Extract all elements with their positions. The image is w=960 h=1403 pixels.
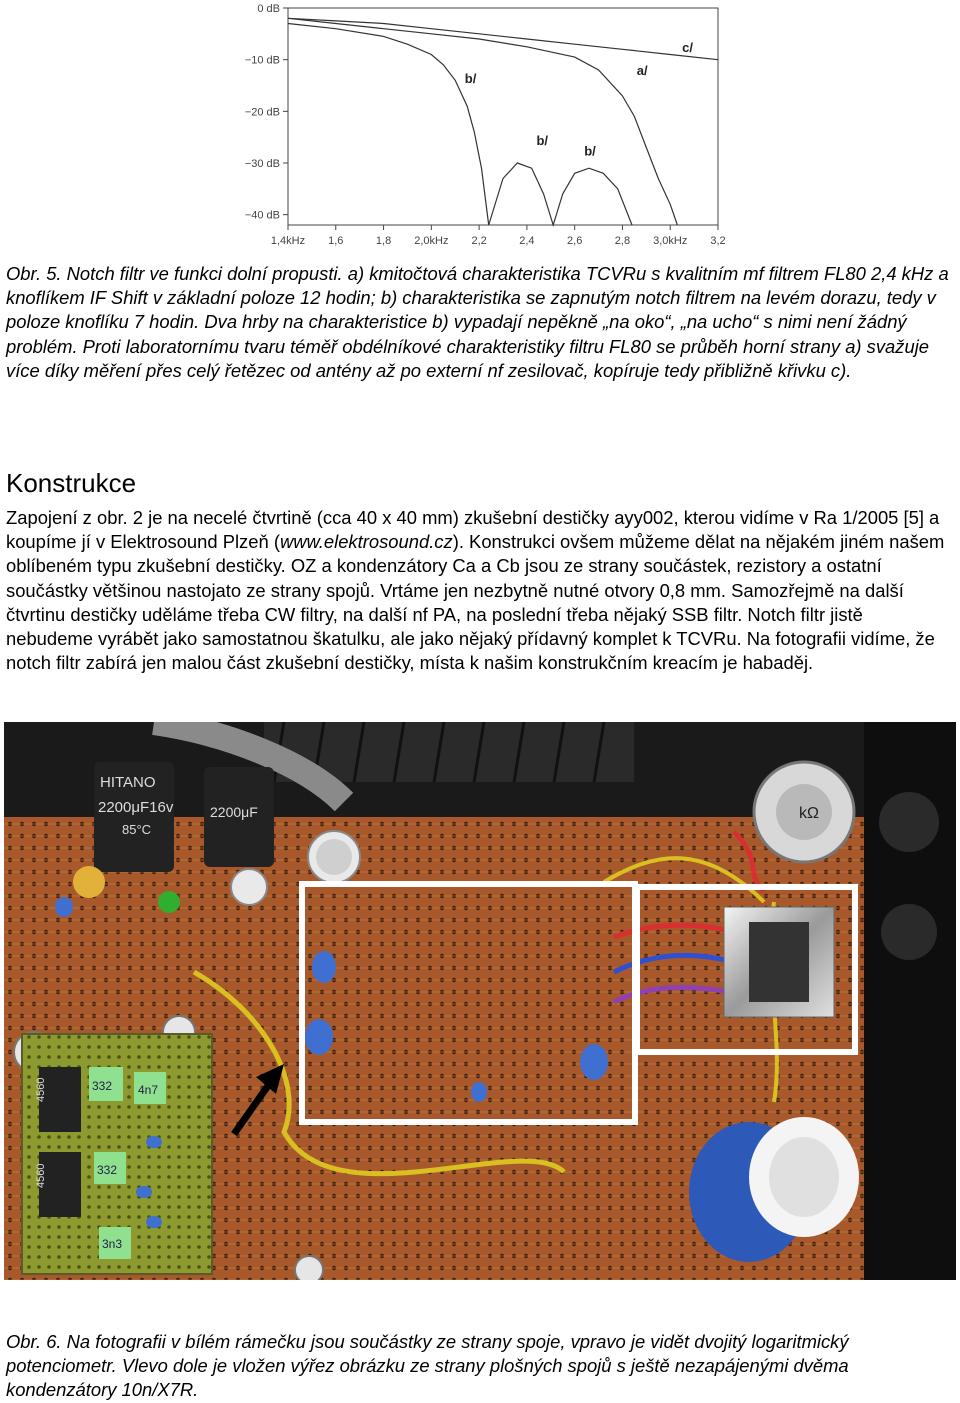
y-tick-labels bbox=[245, 3, 288, 222]
figure-6-label: Obr. 6. bbox=[6, 1331, 62, 1352]
y-tick-label: −20 dB bbox=[244, 106, 280, 119]
x-tick-label: 2,6 bbox=[567, 235, 583, 247]
y-tick-label: −10 dB bbox=[244, 54, 280, 67]
ic-label-1: 4560 bbox=[35, 1077, 47, 1102]
cap-label-2: 4n7 bbox=[138, 1083, 159, 1097]
x-tick-label: 2,2 bbox=[471, 235, 487, 247]
x-tick-label: 2,0kHz bbox=[414, 235, 449, 247]
chart-axes bbox=[288, 8, 718, 225]
figure-6-caption bbox=[6, 1330, 954, 1403]
curve-label: b/ bbox=[464, 70, 477, 86]
figure-5-caption bbox=[6, 262, 954, 383]
x-tick-label: 3,2 bbox=[710, 235, 726, 247]
x-tick-label: 3,0kHz bbox=[653, 235, 688, 247]
cap-label-1: 332 bbox=[92, 1079, 113, 1093]
plot-frame bbox=[288, 8, 718, 225]
elektrosound-link[interactable]: www.elektrosound.cz bbox=[279, 531, 453, 553]
y-tick-label: −30 dB bbox=[244, 158, 280, 170]
frequency-response-chart bbox=[230, 0, 730, 250]
inset-pcb-photo bbox=[22, 1034, 212, 1274]
x-tick-label: 1,6 bbox=[328, 235, 344, 247]
curve-label: c/ bbox=[682, 39, 694, 55]
section-heading: Konstrukce bbox=[6, 468, 137, 498]
x-tick-label: 1,4kHz bbox=[270, 235, 306, 247]
body-text-part-1: Zapojení z obr. 2 je na necelé čtvrtině (cca 40 x 40 mm) zkušební destičky ayy002, kterou vidíme v Ra 1/2005 [5] a koupíme jí v Elektrosound Plzeň ( bbox=[6, 507, 940, 553]
figure-5-label: Obr. 5. bbox=[6, 263, 62, 284]
figure-5-text: Notch filtr ve funkci dolní propusti. a) kmitočtová charakteristika TCVRu s kvalitním mf filtrem FL80 2,4 kHz a knoflíkem IF Shift v základní poloze 12 hodin; b) charakteristika se zapnutým notch filtrem na levém dorazu, tedy v poloze knoflíku 7 hodin. Dva hrby na charakteristice b) vypadají nepěkně „na oko“, „na ucho“ s nimi není žádný problém. Proti laboratornímu tvaru téměř obdélníkové charakteristiky filtru FL80 se průběh horní strany a) svažuje více díky měření přes celý řetězec od antény až po externí nf zesilovač, kopíruje tedy přibližně křivku c). bbox=[6, 263, 949, 381]
circuit-board-photo bbox=[4, 722, 956, 1280]
figure-6-text: Na fotografii v bílém rámečku jsou součástky ze strany spoje, vpravo je vidět dvojitý logaritmický potenciometr. Vlevo dole je vložen výřez obrázku ze strany plošných spojů s ještě nezapájenými dvěma kondenzátory 10n/X7R. bbox=[6, 1331, 849, 1401]
x-tick-label: 2,8 bbox=[614, 235, 631, 247]
body-text-part-2: ). Konstrukci ovšem můžeme dělat na nějakém jiném našem oblíbeném typu zkušební destičky. OZ a kondenzátory Ca a Cb jsou ze strany součástek, rezistory a ostatní součástky většinou nastojato ze strany spojů. Vrtáme jen nezbytně nutné otvory 0,8 mm. Samozřejmě na další čtvrtinu destičky uděláme třeba CW filtry, na další nf PA, na poslední třeba nějaký SSB filtr. Notch filtr jistě nebudeme vyrábět jako samostatnou škatulku, ale jako nějaký přídavný komplet k TCVRu. Na fotografii vidíme, že notch filtr zabírá jen malou část zkušební destičky, místa k našim konstrukčním kreacím je habaděj. bbox=[6, 531, 945, 674]
capacitor-temp-text: 85°C bbox=[122, 822, 152, 837]
chart-annotations bbox=[465, 40, 694, 158]
series-line-b bbox=[288, 24, 632, 226]
x-tick-label: 1,8 bbox=[375, 235, 392, 247]
cap-label-4: 3n3 bbox=[102, 1237, 123, 1251]
ic-label-2: 4560 bbox=[35, 1163, 47, 1188]
capacitor-brand-text: HITANO bbox=[100, 774, 156, 791]
pot-label: kΩ bbox=[799, 805, 819, 822]
curve-label: b/ bbox=[584, 143, 596, 159]
series-line-c bbox=[288, 18, 718, 59]
y-tick-label: 0 dB bbox=[257, 3, 280, 15]
y-tick-label: −40 dB bbox=[244, 209, 280, 222]
capacitor-value-text: 2200μF16v bbox=[98, 799, 174, 816]
x-tick-labels bbox=[271, 225, 726, 247]
x-tick-label: 2,4 bbox=[519, 235, 535, 247]
curve-label: b/ bbox=[536, 132, 549, 148]
section-body bbox=[6, 506, 954, 675]
cap-label-3: 332 bbox=[97, 1163, 118, 1177]
capacitor-value-text-2: 2200μF bbox=[210, 804, 258, 820]
chart-series bbox=[288, 18, 718, 225]
curve-label: a/ bbox=[636, 63, 648, 79]
